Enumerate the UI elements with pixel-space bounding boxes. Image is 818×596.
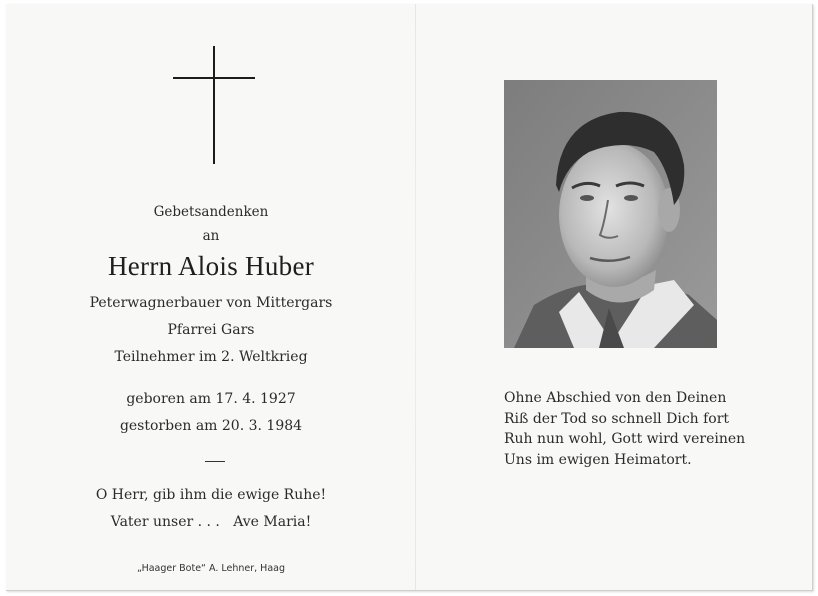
death-date: gestorben am 20. 3. 1984 — [119, 418, 303, 434]
birth-date: geboren am 17. 4. 1927 — [126, 391, 296, 407]
portrait-photo — [504, 80, 717, 348]
deceased-name: Herrn Alois Huber — [107, 251, 315, 281]
cross-horizontal-bar — [173, 77, 255, 79]
war-note: Teilnehmer im 2. Weltkrieg — [114, 349, 308, 365]
poem-line-2: Riß der Tod so schnell Dich fort — [504, 410, 730, 427]
printer-imprint: „Haager Bote“ A. Lehner, Haag — [136, 563, 285, 574]
cross-vertical-bar — [213, 46, 215, 164]
divider — [205, 461, 225, 462]
prayer-line-2: Vater unser . . . Ave Maria! — [110, 514, 312, 530]
occupation: Peterwagnerbauer von Mittergars — [89, 295, 333, 311]
portrait-image — [504, 80, 717, 348]
poem-line-1: Ohne Abschied von den Deinen — [504, 390, 727, 406]
preposition: an — [202, 228, 220, 244]
heading: Gebetsandenken — [153, 204, 269, 220]
right-panel — [416, 4, 812, 590]
poem — [504, 388, 745, 470]
left-panel — [6, 4, 416, 590]
parish: Pfarrei Gars — [167, 322, 255, 338]
prayer-line-1: O Herr, gib ihm die ewige Ruhe! — [95, 487, 327, 503]
memorial-card — [6, 4, 813, 591]
poem-line-4: Uns im ewigen Heimatort. — [504, 451, 692, 468]
poem-line-3: Ruh nun wohl, Gott wird vereinen — [504, 431, 746, 447]
